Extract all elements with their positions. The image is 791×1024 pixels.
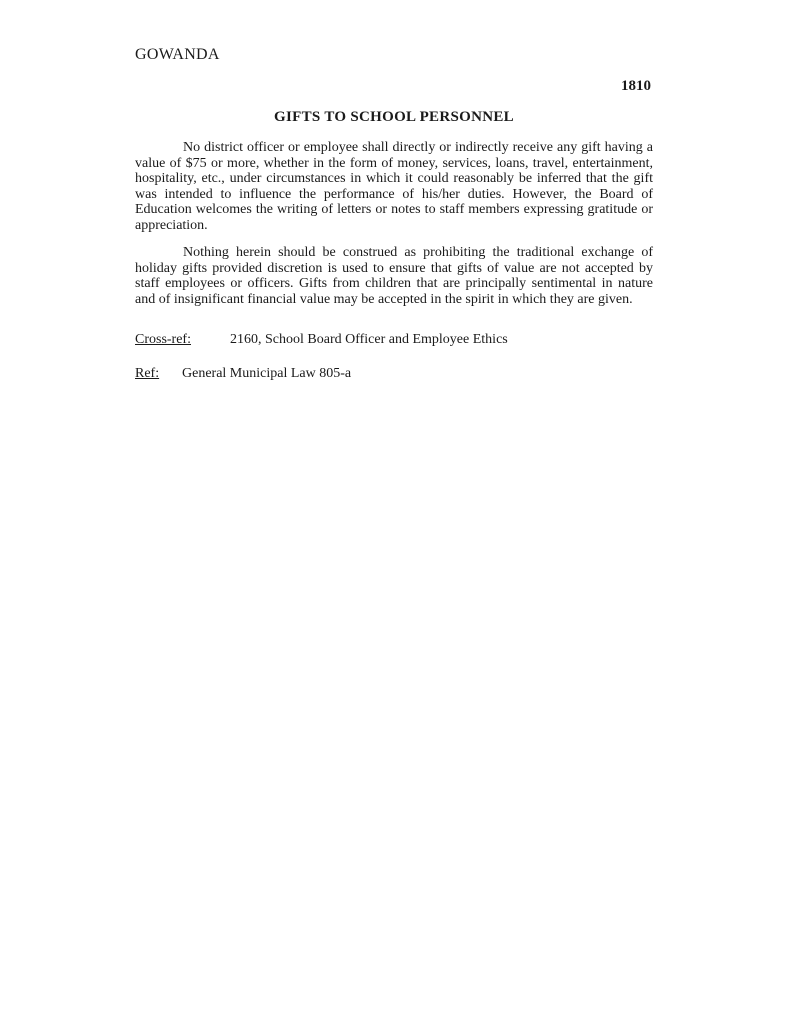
policy-paragraph: No district officer or employee shall directly or indirectly receive any gift having a value of $75 or more, whether in the form of money, services, loans, travel, entertainment, hospitality, etc., under circumstances in which it could reasonably be inferred that the gift was intended to influence the performance of his/her duties. However, the Board of Education welcomes the writing of letters or notes to staff members expressing gratitude or appreciation.: [135, 140, 653, 233]
legal-reference: [135, 366, 351, 382]
policy-title: GIFTS TO SCHOOL PERSONNEL: [274, 109, 514, 125]
cross-ref-value: 2160, School Board Officer and Employee Ethics: [230, 332, 508, 347]
ref-label: Ref:: [135, 366, 160, 381]
policy-paragraph: Nothing herein should be construed as prohibiting the traditional exchange of holiday gifts provided discretion is used to ensure that gifts of value are not accepted by staff employees or officers. Gifts from children that are principally sentimental in nature and of insignificant financial value may be accepted in the spirit in which they are given.: [135, 245, 653, 307]
policy-body: [135, 140, 653, 319]
district-name: GOWANDA: [135, 46, 220, 63]
cross-reference: [135, 332, 508, 348]
policy-number: 1810: [621, 78, 651, 94]
ref-value: General Municipal Law 805-a: [182, 366, 352, 381]
cross-ref-label: Cross-ref:: [135, 332, 191, 347]
